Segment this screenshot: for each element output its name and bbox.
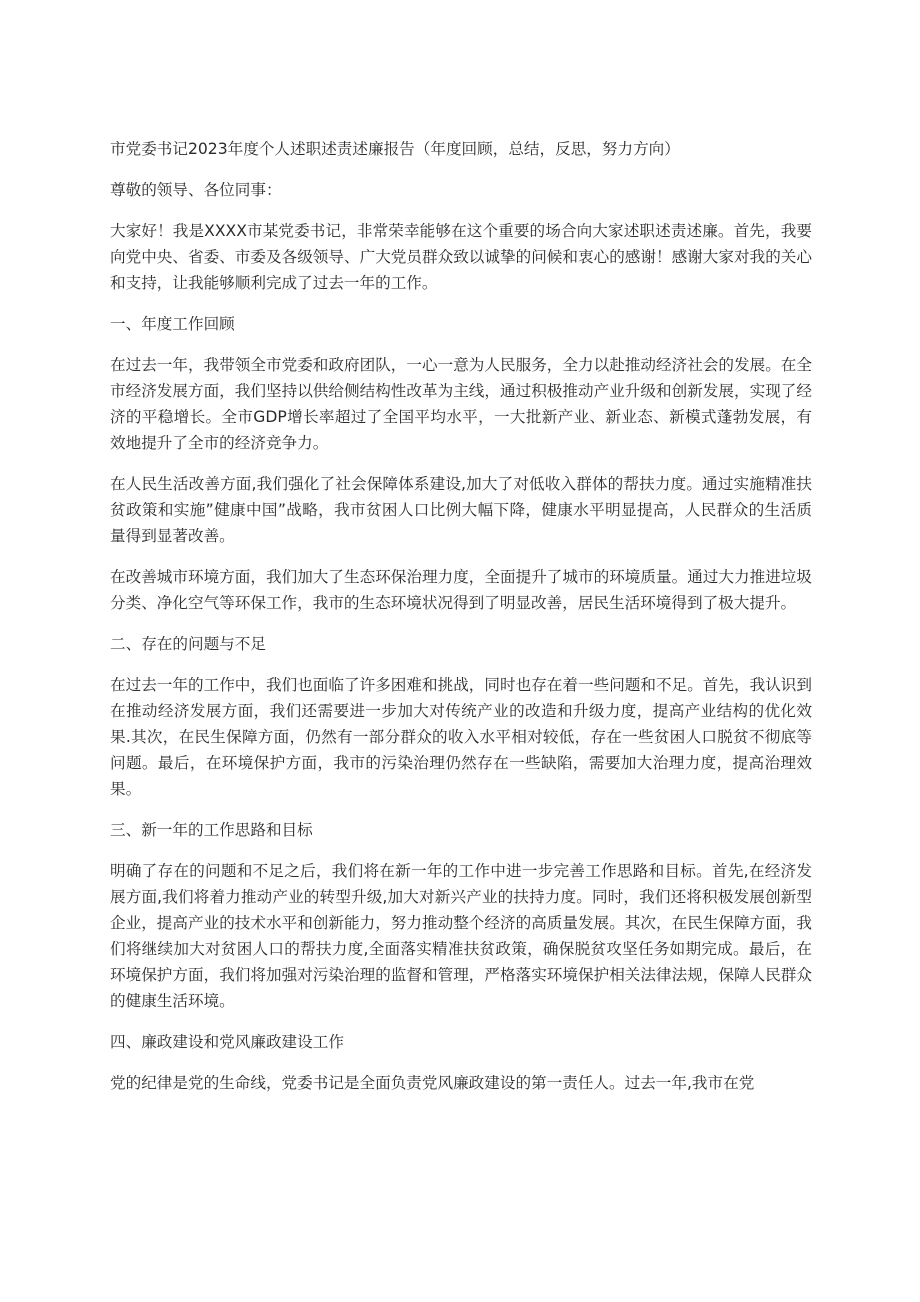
- section-review-paragraph-3: 在改善城市环境方面，我们加大了生态环保治理力度，全面提升了城市的环境质量。通过大力推进垃圾分类、净化空气等环保工作，我市的生态环境状况得到了明显改善，居民生活环境得到了极大提升。: [110, 568, 812, 612]
- salutation: 尊敬的领导、各位同事：: [110, 181, 282, 199]
- document-title: 市党委书记2023年度个人述职述责述廉报告（年度回顾，总结，反思，努力方向）: [110, 140, 680, 158]
- document-page: [110, 136, 812, 1111]
- section-review-paragraph-2: 在人民生活改善方面,我们强化了社会保障体系建设,加大了对低收入群体的帮扶力度。通过实施精准扶贫政策和实施”健康中国”战略，我市贫困人口比例大幅下降，健康水平明显提高，人民群众的生活质量得到显著改善。: [110, 475, 812, 545]
- section-heading-problems: 二、存在的问题与不足: [110, 635, 266, 653]
- section-heading-integrity: 四、廉政建设和党风廉政建设工作: [110, 1033, 344, 1051]
- section-heading-plans: 三、新一年的工作思路和目标: [110, 821, 313, 839]
- section-plans-paragraph-1: 明确了存在的问题和不足之后，我们将在新一年的工作中进一步完善工作思路和目标。首先,在经济发展方面,我们将着力推动产业的转型升级,加大对新兴产业的扶持力度。同时，我们还将积极发展创新型企业，提高产业的技术水平和创新能力，努力推动整个经济的高质量发展。其次，在民生保障方面，我们将继续加大对贫困人口的帮扶力度,全面落实精准扶贫政策，确保脱贫攻坚任务如期完成。最后，在环境保护方面，我们将加强对污染治理的监督和管理，严格落实环境保护相关法律法规，保障人民群众的健康生活环境。: [110, 862, 812, 1010]
- section-review-paragraph-1: 在过去一年，我带领全市党委和政府团队，一心一意为人民服务，全力以赴推动经济社会的发展。在全市经济发展方面，我们坚持以供给侧结构性改革为主线，通过积极推动产业升级和创新发展，实现了经济的平稳增长。全市GDP增长率超过了全国平均水平，一大批新产业、新业态、新模式蓬勃发展，有效地提升了全市的经济竞争力。: [110, 356, 812, 452]
- intro-paragraph: 大家好！我是XXXX市某党委书记，非常荣幸能够在这个重要的场合向大家述职述责述廉。首先，我要向党中央、省委、市委及各级领导、广大党员群众致以诚挚的问候和衷心的感谢！感谢大家对我的关心和支持，让我能够顺利完成了过去一年的工作。: [110, 222, 812, 292]
- section-problems-paragraph-1: 在过去一年的工作中，我们也面临了许多困难和挑战，同时也存在着一些问题和不足。首先，我认识到在推动经济发展方面，我们还需要进一步加大对传统产业的改造和升级力度，提高产业结构的优化效果.其次，在民生保障方面，仍然有一部分群众的收入水平相对较低，存在一些贫困人口脱贫不彻底等问题。最后，在环境保护方面，我市的污染治理仍然存在一些缺陷，需要加大治理力度，提高治理效果。: [110, 676, 812, 798]
- section-heading-review: 一、年度工作回顾: [110, 315, 235, 333]
- section-integrity-paragraph-1: 党的纪律是党的生命线，党委书记是全面负责党风廉政建设的第一责任人。过去一年,我市在党: [110, 1074, 755, 1092]
